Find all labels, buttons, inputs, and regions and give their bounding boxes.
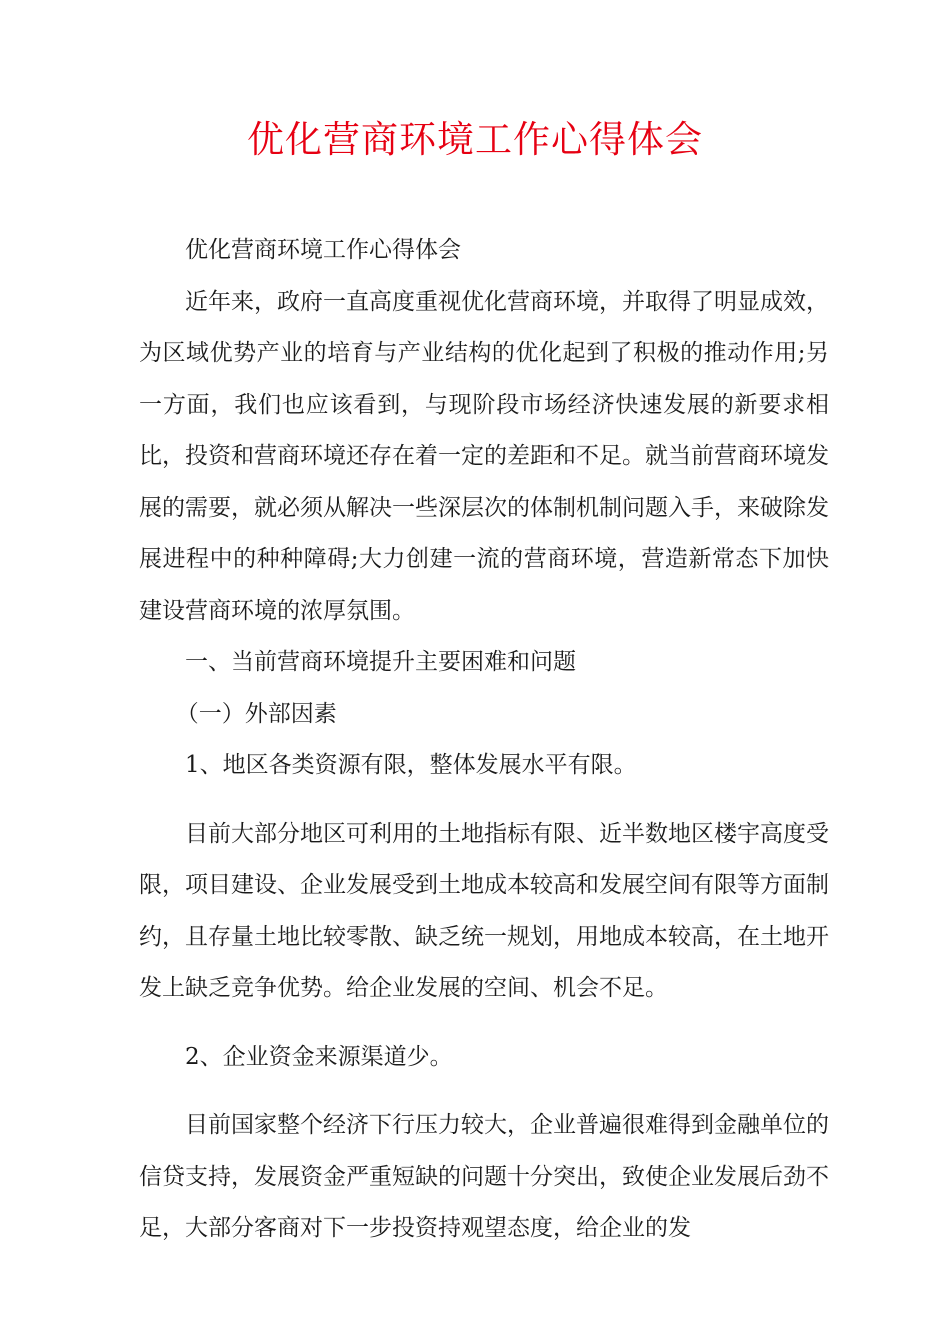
paragraph-land-resources: 目前大部分地区可利用的土地指标有限、近半数地区楼宇高度受限，项目建设、企业发展受到土地成本较高和发展空间有限等方面制约，且存量土地比较零散、缺乏统一规划，用地成本较高，在土地开发上缺乏竞争优势。给企业发展的空间、机会不足。 [139,820,829,1001]
paragraph-heading-repeat: 优化营商环境工作心得体会 [185,237,461,263]
list-item-2-heading: 2、企业资金来源渠道少。 [185,1043,453,1070]
paragraph-intro: 近年来，政府一直高度重视优化营商环境，并取得了明显成效，为区域优势产业的培育与产业结构的优化起到了积极的推动作用;另一方面，我们也应该看到，与现阶段市场经济快速发展的新要求相比，投资和营商环境还存在着一定的差距和不足。就当前营商环境发展的需要，就必须从解决一些深层次的体制机制问题入手，来破除发展进程中的种种障碍;大力创建一流的营商环境，营造新常态下加快建设营商环境的浓厚氛围。 [139,288,829,624]
list-item-1-heading: 1、地区各类资源有限，整体发展水平有限。 [185,752,637,778]
paragraph-funding: 目前国家整个经济下行压力较大，企业普遍很难得到金融单位的信贷支持，发展资金严重短缺的问题十分突出，致使企业发展后劲不足，大部分客商对下一步投资持观望态度，给企业的发 [139,1112,829,1241]
document-body [139,225,829,1255]
subsection-heading-external: （一）外部因素 [175,700,337,727]
section-heading-1: 一、当前营商环境提升主要困难和问题 [185,649,576,675]
document-title: 优化营商环境工作心得体会 [247,118,703,161]
